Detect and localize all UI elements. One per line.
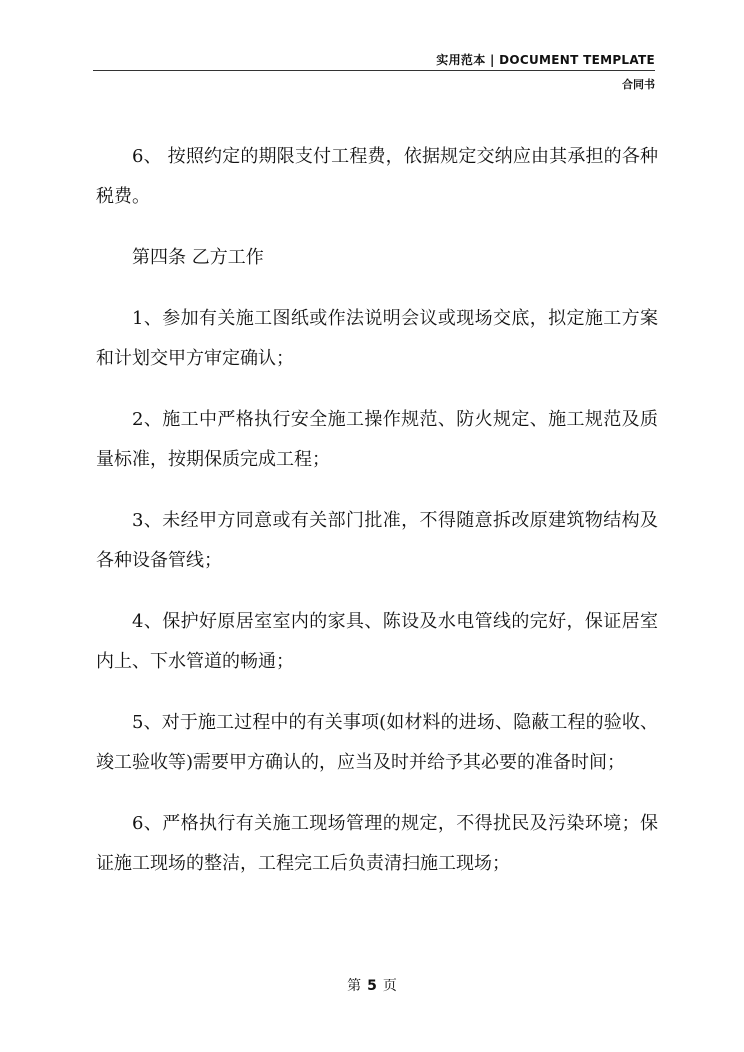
document-body: [96, 137, 658, 905]
paragraph-item-5: 5、对于施工过程中的有关事项(如材料的进场、隐蔽工程的验收、竣工验收等)需要甲方确认的，应当及时并给予其必要的准备时间；: [96, 712, 658, 773]
page-number: 5: [367, 978, 377, 994]
paragraph-item-4: 4、保护好原居室室内的家具、陈设及水电管线的完好，保证居室内上、下水管道的畅通；: [96, 611, 658, 672]
paragraph-item-3: 3、未经甲方同意或有关部门批准，不得随意拆改原建筑物结构及各种设备管线；: [96, 510, 658, 571]
paragraph-item-6: 6、严格执行有关施工现场管理的规定，不得扰民及污染环境；保证施工现场的整洁，工程完工后负责清扫施工现场；: [96, 813, 658, 874]
header-divider: [93, 70, 655, 71]
header-subtitle: 合同书: [622, 78, 655, 91]
section-heading-article-4: 第四条 乙方工作: [132, 247, 264, 268]
paragraph-clause-6-payment: 6、 按照约定的期限支付工程费，依据规定交纳应由其承担的各种税费。: [96, 146, 658, 207]
paragraph-item-2: 2、施工中严格执行安全施工操作规范、防火规定、施工规范及质量标准，按期保质完成工程；: [96, 409, 658, 470]
header-title: 实用范本 | DOCUMENT TEMPLATE: [436, 53, 655, 67]
footer-suffix: 页: [382, 978, 397, 994]
paragraph-item-1: 1、参加有关施工图纸或作法说明会议或现场交底，拟定施工方案和计划交甲方审定确认；: [96, 308, 658, 369]
footer-prefix: 第: [347, 978, 362, 994]
page-footer: [0, 975, 744, 995]
